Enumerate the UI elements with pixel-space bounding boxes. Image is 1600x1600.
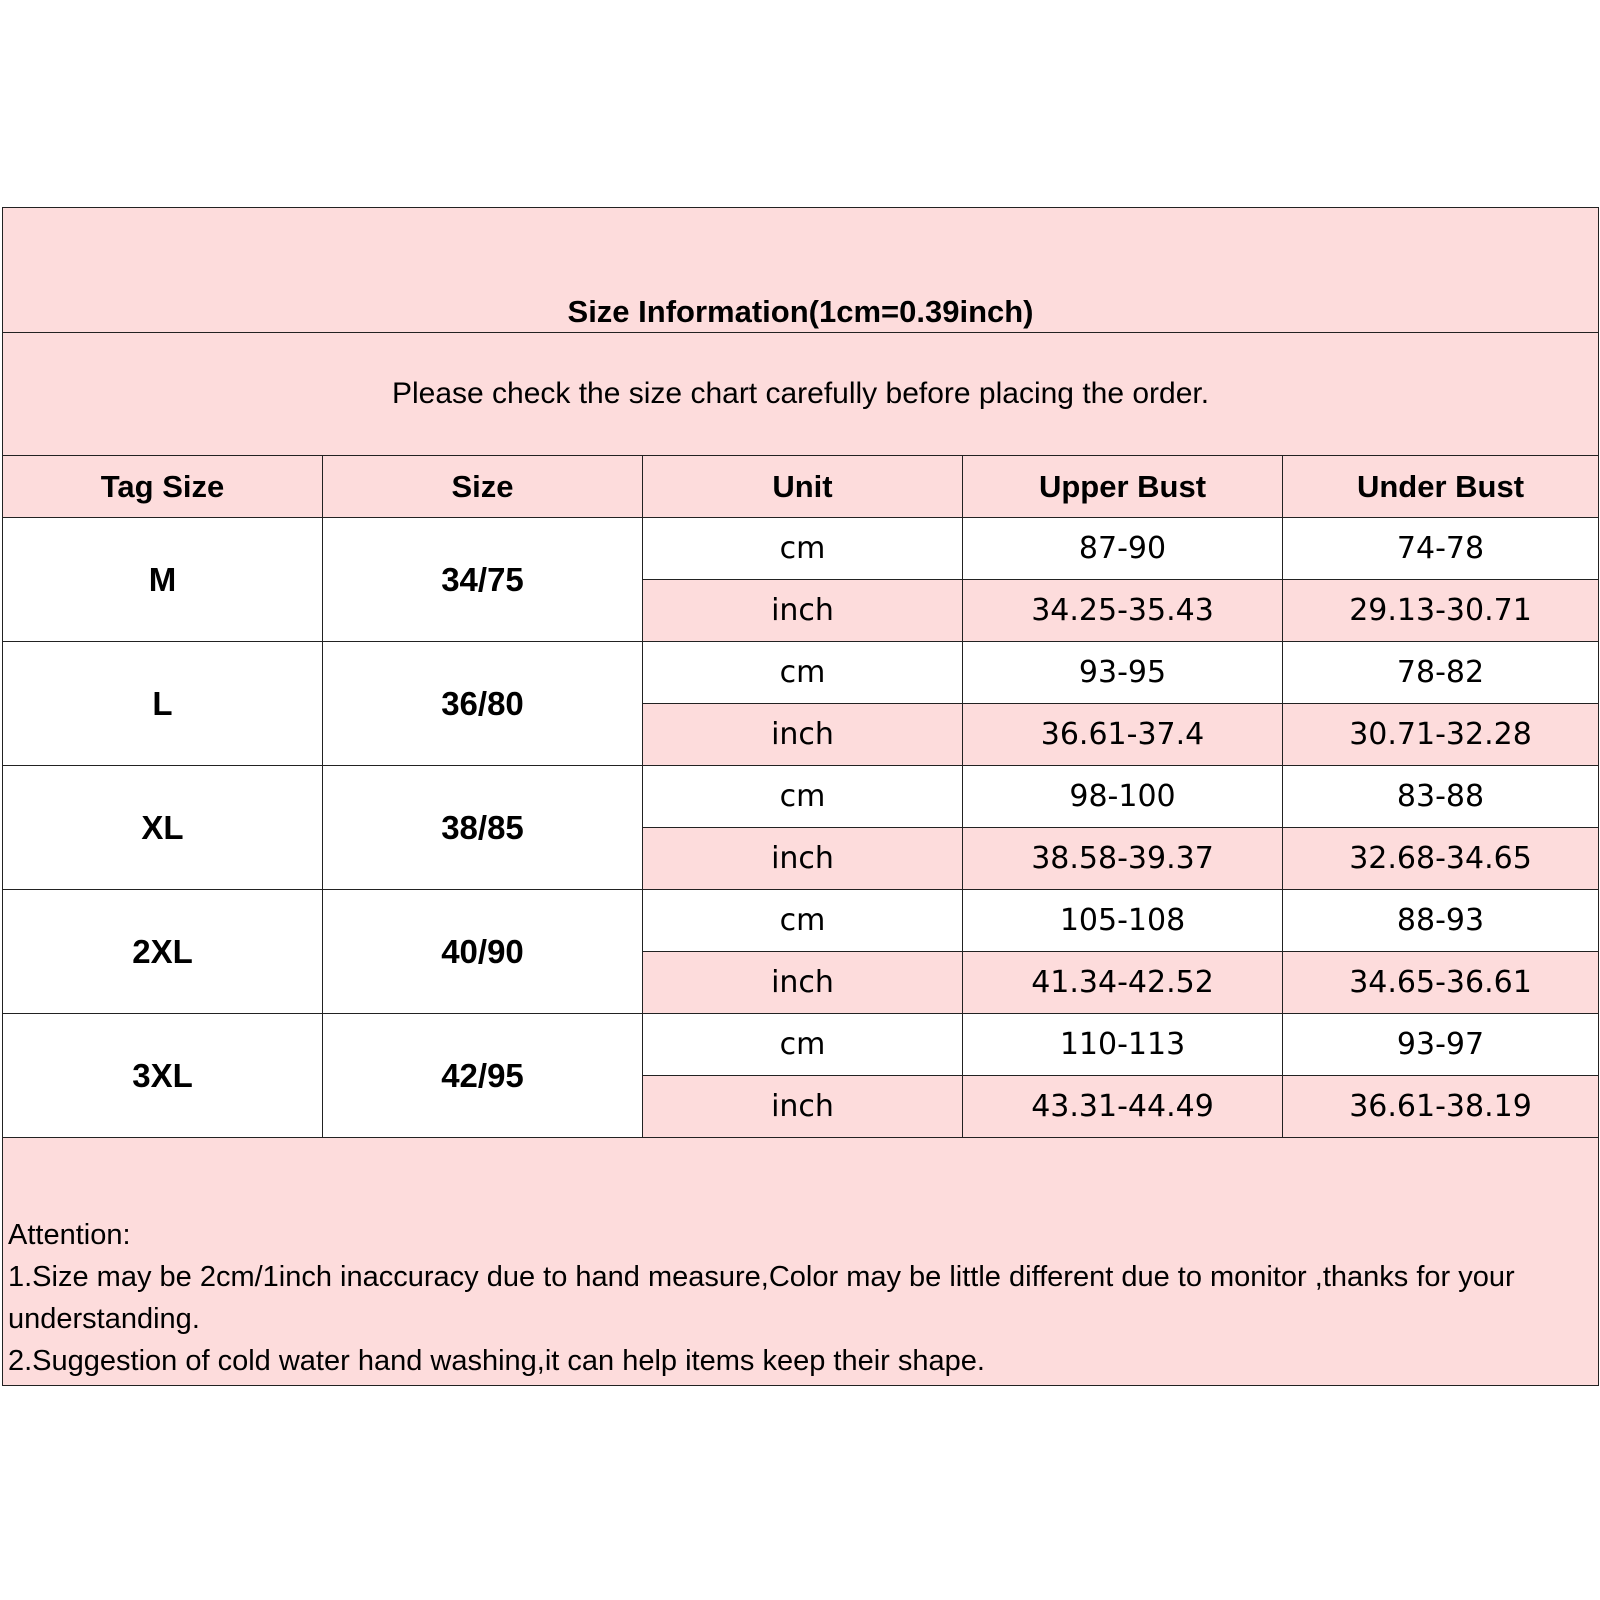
- upper-bust-cell: 87-90: [963, 518, 1283, 580]
- upper-bust-cell: 105-108: [963, 890, 1283, 952]
- tag-size-cell: L: [3, 642, 323, 766]
- table-row: [3, 766, 1599, 828]
- unit-cell: cm: [643, 518, 963, 580]
- tag-size-cell: 3XL: [3, 1014, 323, 1138]
- attention-heading: Attention:: [8, 1219, 131, 1251]
- under-bust-cell: 30.71-32.28: [1283, 704, 1599, 766]
- under-bust-cell: 83-88: [1283, 766, 1599, 828]
- attention-line-2: 2.Suggestion of cold water hand washing,it can help items keep their shape.: [8, 1345, 985, 1377]
- upper-bust-cell: 110-113: [963, 1014, 1283, 1076]
- upper-bust-cell: 38.58-39.37: [963, 828, 1283, 890]
- tag-size-cell: XL: [3, 766, 323, 890]
- size-cell: 34/75: [323, 518, 643, 642]
- unit-cell: inch: [643, 704, 963, 766]
- table-row: [3, 1014, 1599, 1076]
- upper-bust-cell: 36.61-37.4: [963, 704, 1283, 766]
- under-bust-cell: 93-97: [1283, 1014, 1599, 1076]
- upper-bust-cell: 43.31-44.49: [963, 1076, 1283, 1138]
- header-under-bust: Under Bust: [1283, 456, 1599, 518]
- unit-cell: cm: [643, 1014, 963, 1076]
- under-bust-cell: 74-78: [1283, 518, 1599, 580]
- tag-size-cell: M: [3, 518, 323, 642]
- unit-cell: inch: [643, 952, 963, 1014]
- attention-line-1: 1.Size may be 2cm/1inch inaccuracy due to hand measure,Color may be little different due to monitor ,thanks for your understanding.: [8, 1261, 1515, 1335]
- attention-notes: [3, 1138, 1599, 1386]
- under-bust-cell: 29.13-30.71: [1283, 580, 1599, 642]
- size-cell: 38/85: [323, 766, 643, 890]
- header-upper-bust: Upper Bust: [963, 456, 1283, 518]
- under-bust-cell: 88-93: [1283, 890, 1599, 952]
- unit-cell: cm: [643, 766, 963, 828]
- under-bust-cell: 36.61-38.19: [1283, 1076, 1599, 1138]
- tag-size-cell: 2XL: [3, 890, 323, 1014]
- under-bust-cell: 32.68-34.65: [1283, 828, 1599, 890]
- unit-cell: cm: [643, 642, 963, 704]
- table-row: [3, 890, 1599, 952]
- under-bust-cell: 34.65-36.61: [1283, 952, 1599, 1014]
- size-cell: 40/90: [323, 890, 643, 1014]
- size-chart-title: Size Information(1cm=0.39inch): [3, 208, 1599, 333]
- size-chart-table: [2, 207, 1599, 1386]
- upper-bust-cell: 93-95: [963, 642, 1283, 704]
- under-bust-cell: 78-82: [1283, 642, 1599, 704]
- size-cell: 42/95: [323, 1014, 643, 1138]
- unit-cell: cm: [643, 890, 963, 952]
- size-chart-notice: Please check the size chart carefully before placing the order.: [3, 333, 1599, 456]
- header-tag-size: Tag Size: [3, 456, 323, 518]
- table-row: [3, 518, 1599, 580]
- unit-cell: inch: [643, 580, 963, 642]
- upper-bust-cell: 41.34-42.52: [963, 952, 1283, 1014]
- table-row: [3, 642, 1599, 704]
- unit-cell: inch: [643, 1076, 963, 1138]
- size-cell: 36/80: [323, 642, 643, 766]
- upper-bust-cell: 98-100: [963, 766, 1283, 828]
- unit-cell: inch: [643, 828, 963, 890]
- upper-bust-cell: 34.25-35.43: [963, 580, 1283, 642]
- header-unit: Unit: [643, 456, 963, 518]
- header-size: Size: [323, 456, 643, 518]
